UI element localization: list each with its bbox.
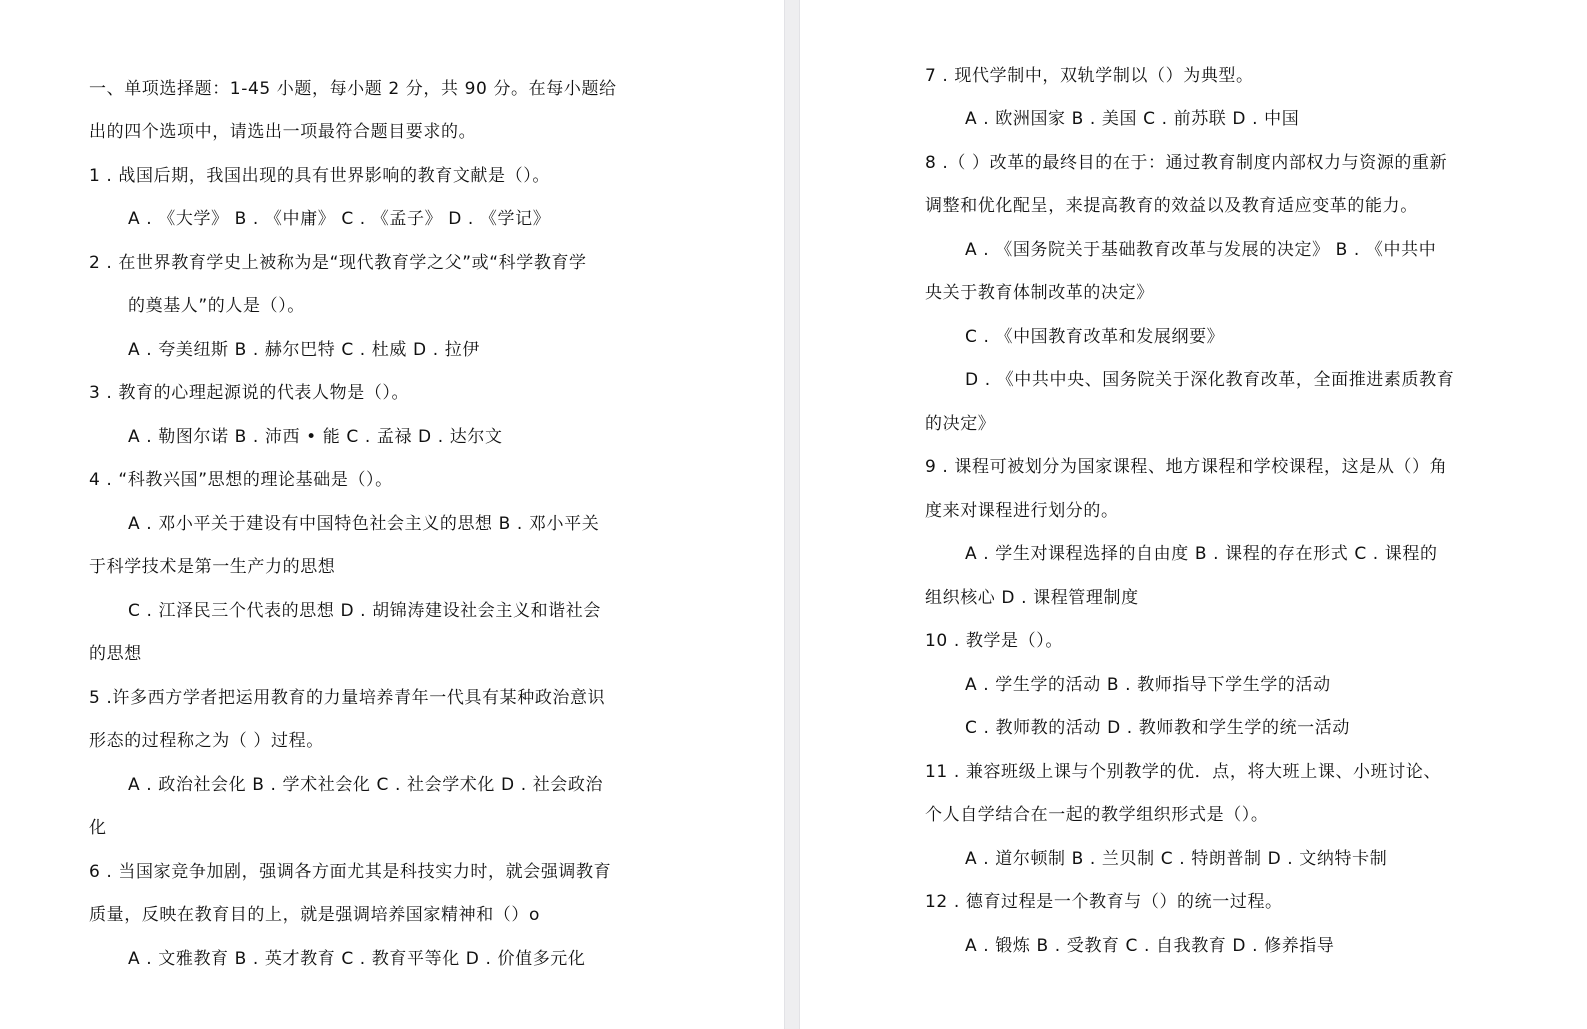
question-4-options-d-continued: 的思想	[89, 644, 142, 664]
question-6: 6 . 当国家竞争加剧，强调各方面尤其是科技实力时，就会强调教育	[89, 862, 612, 882]
question-11: 11 . 兼容班级上课与个别教学的优．点，将大班上课、小班讨论、	[925, 762, 1442, 782]
question-9-options-continued: 组织核心 D . 课程管理制度	[925, 588, 1139, 608]
question-12: 12 . 德育过程是一个教育与（）的统一过程。	[925, 892, 1283, 912]
question-7: 7 . 现代学制中，双轨学制以（）为典型。	[925, 66, 1254, 86]
question-4: 4 . “科教兴国”思想的理论基础是（）。	[89, 470, 393, 490]
question-3-options: A . 勒图尔诺 B . 沛西 • 能 C . 孟禄 D . 达尔文	[128, 427, 503, 447]
section-heading-line-2: 出的四个选项中，请选出一项最符合题目要求的。	[89, 122, 477, 142]
question-8-options-a-b: A . 《国务院关于基础教育改革与发展的决定》 B . 《中共中	[965, 240, 1437, 260]
question-8-option-c: C . 《中国教育改革和发展纲要》	[965, 327, 1225, 347]
question-2: 2 . 在世界教育学史上被称为是“现代教育学之父”或“科学教育学	[89, 253, 587, 273]
question-11-continued: 个人自学结合在一起的教学组织形式是（）。	[925, 805, 1269, 825]
question-5: 5 .许多西方学者把运用教育的力量培养青年一代具有某种政治意识	[89, 688, 606, 708]
question-8-option-d: D . 《中共中央、国务院关于深化教育改革，全面推进素质教育	[965, 370, 1455, 390]
question-6-continued: 质量，反映在教育目的上，就是强调培养国家精神和（）o	[89, 905, 540, 925]
question-1: 1 . 战国后期，我国出现的具有世界影响的教育文献是（）。	[89, 166, 550, 186]
document-page-left	[0, 0, 784, 1029]
question-5-options-continued: 化	[89, 818, 107, 838]
question-1-options: A . 《大学》 B . 《中庸》 C . 《孟子》 D . 《学记》	[128, 209, 551, 229]
question-4-options-c-d: C . 江泽民三个代表的思想 D . 胡锦涛建设社会主义和谐社会	[128, 601, 601, 621]
question-9: 9 . 课程可被划分为国家课程、地方课程和学校课程，这是从（）角	[925, 457, 1448, 477]
question-11-options: A . 道尔顿制 B . 兰贝制 C . 特朗普制 D . 文纳特卡制	[965, 849, 1388, 869]
page-gutter	[784, 0, 800, 1029]
question-8-continued: 调整和优化配呈，来提高教育的效益以及教育适应变革的能力。	[925, 196, 1418, 216]
question-4-options-b-continued: 于科学技术是第一生产力的思想	[89, 557, 336, 577]
question-5-continued: 形态的过程称之为（ ）过程。	[89, 731, 324, 751]
question-10-options-c-d: C . 教师教的活动 D . 教师教和学生学的统一活动	[965, 718, 1350, 738]
question-4-options-a-b: A . 邓小平关于建设有中国特色社会主义的思想 B . 邓小平关	[128, 514, 600, 534]
question-2-continued: 的奠基人”的人是（）。	[128, 296, 305, 316]
question-10: 10 . 教学是（）。	[925, 631, 1063, 651]
question-8-options-b-continued: 央关于教育体制改革的决定》	[925, 283, 1154, 303]
question-6-options: A . 文雅教育 B . 英才教育 C . 教育平等化 D . 价值多元化	[128, 949, 586, 969]
document-page-right	[800, 0, 1587, 1029]
question-7-options: A . 欧洲国家 B . 美国 C . 前苏联 D . 中国	[965, 109, 1300, 129]
question-10-options-a-b: A . 学生学的活动 B . 教师指导下学生学的活动	[965, 675, 1331, 695]
question-3: 3 . 教育的心理起源说的代表人物是（）。	[89, 383, 410, 403]
question-8-option-d-continued: 的决定》	[925, 414, 996, 434]
question-2-options: A . 夸美纽斯 B . 赫尔巴特 C . 杜威 D . 拉伊	[128, 340, 480, 360]
question-9-options: A . 学生对课程选择的自由度 B . 课程的存在形式 C . 课程的	[965, 544, 1438, 564]
question-12-options: A . 锻炼 B . 受教育 C . 自我教育 D . 修养指导	[965, 936, 1335, 956]
question-8: 8 .（ ）改革的最终目的在于：通过教育制度内部权力与资源的重新	[925, 153, 1448, 173]
question-5-options: A . 政治社会化 B . 学术社会化 C . 社会学术化 D . 社会政治	[128, 775, 604, 795]
section-heading-line-1: 一、单项选择题：1-45 小题，每小题 2 分，共 90 分。在每小题给	[89, 79, 617, 99]
question-9-continued: 度来对课程进行划分的。	[925, 501, 1119, 521]
